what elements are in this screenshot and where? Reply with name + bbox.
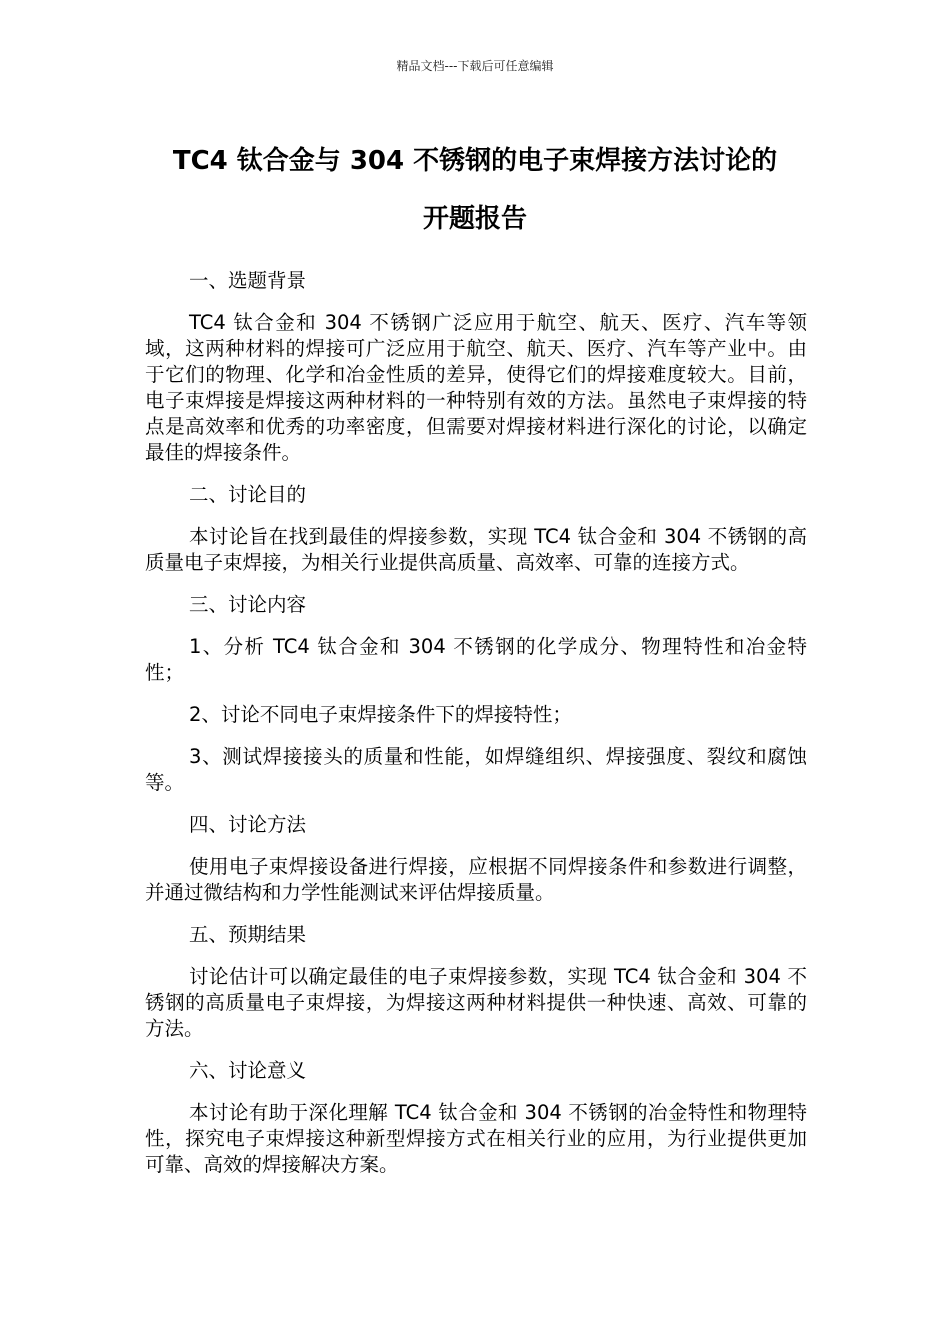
paragraph: 本讨论有助于深化理解 TC4 钛合金和 304 不锈钢的冶金特性和物理特性，探究电子束焊接这种新型焊接方式在相关行业的应用，为行业提供更加可靠、高效的焊接解决方案。 xyxy=(145,1101,807,1176)
section-heading: 四、讨论方法 xyxy=(189,813,307,836)
section-content xyxy=(145,592,807,796)
document-title xyxy=(145,132,805,248)
paragraph: TC4 钛合金和 304 不锈钢广泛应用于航空、航天、医疗、汽车等领域，这两种材料的焊接可广泛应用于航空、航天、医疗、汽车等产业中。由于它们的物理、化学和冶金性质的差异，使得它们的焊接难度较大。目前，电子束焊接是焊接这两种材料的一种特别有效的方法。虽然电子束焊接的特点是高效率和优秀的功率密度，但需要对焊接材料进行深化的讨论，以确定最佳的焊接条件。 xyxy=(145,311,807,464)
document-body xyxy=(145,268,807,1194)
section-expected-results xyxy=(145,922,807,1042)
section-heading: 五、预期结果 xyxy=(189,923,307,946)
page-header-note: 精品文档---下载后可任意编辑 xyxy=(396,59,554,73)
paragraph: 讨论估计可以确定最佳的电子束焊接参数，实现 TC4 钛合金和 304 不锈钢的高质量电子束焊接，为焊接这两种材料提供一种快速、高效、可靠的方法。 xyxy=(145,965,807,1040)
section-method xyxy=(145,812,807,906)
section-heading: 六、讨论意义 xyxy=(189,1059,307,1082)
document-title-line-1: TC4 钛合金与 304 不锈钢的电子束焊接方法讨论的 xyxy=(172,146,778,176)
section-background xyxy=(145,268,807,466)
section-heading: 三、讨论内容 xyxy=(189,593,307,616)
section-heading: 一、选题背景 xyxy=(189,269,307,292)
paragraph: 本讨论旨在找到最佳的焊接参数，实现 TC4 钛合金和 304 不锈钢的高质量电子束焊接，为相关行业提供高质量、高效率、可靠的连接方式。 xyxy=(145,525,807,574)
section-purpose xyxy=(145,482,807,576)
section-significance xyxy=(145,1058,807,1178)
paragraph: 使用电子束焊接设备进行焊接，应根据不同焊接条件和参数进行调整，并通过微结构和力学性能测试来评估焊接质量。 xyxy=(145,855,807,904)
list-item: 2、讨论不同电子束焊接条件下的焊接特性； xyxy=(189,703,572,726)
document-title-line-2: 开题报告 xyxy=(422,204,527,234)
list-item: 1、分析 TC4 钛合金和 304 不锈钢的化学成分、物理特性和冶金特性； xyxy=(145,635,807,684)
list-item: 3、测试焊接接头的质量和性能，如焊缝组织、焊接强度、裂纹和腐蚀等。 xyxy=(145,745,807,794)
section-heading: 二、讨论目的 xyxy=(189,483,307,506)
